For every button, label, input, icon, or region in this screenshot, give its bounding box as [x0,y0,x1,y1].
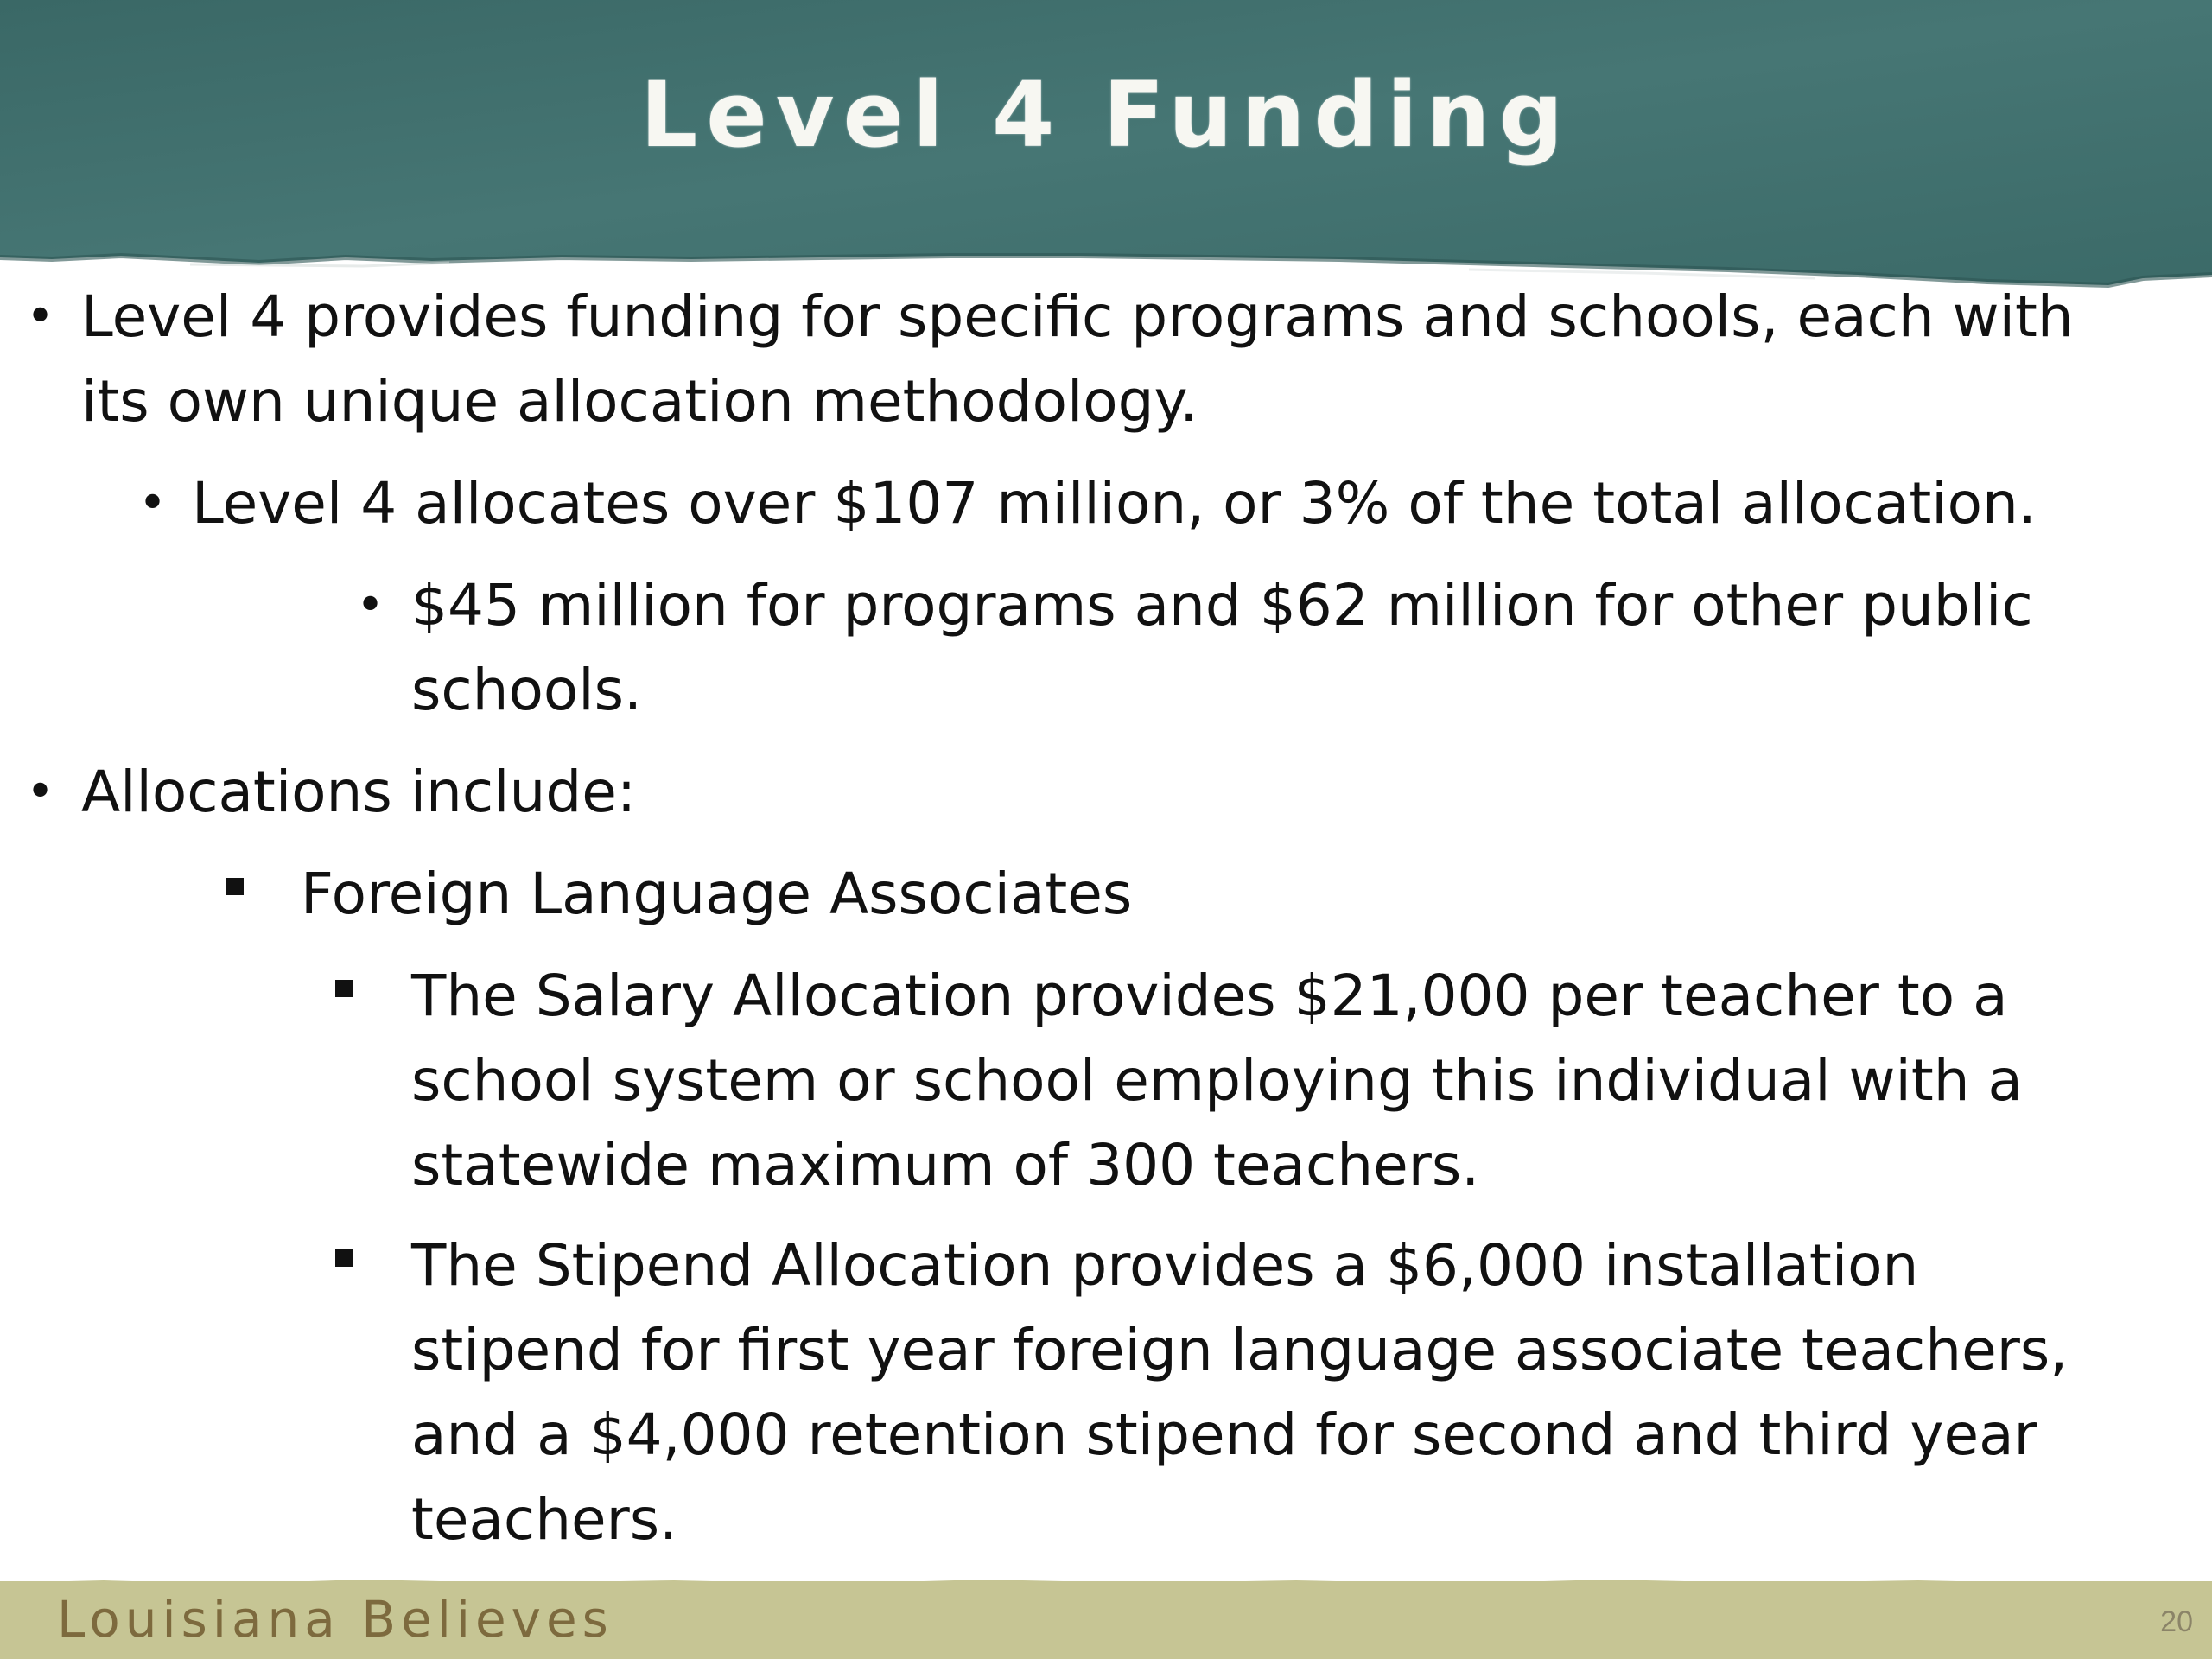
footer-band [0,1581,2212,1659]
bullet-stipend-line4: teachers. [411,1486,678,1553]
bullet-allocations-include: Allocations include: [81,759,637,825]
bullet-marker: • [138,475,168,531]
bullet-foreign-language: Foreign Language Associates [301,861,1133,927]
bullet-salary-line2: school system or school employing this individual with a [411,1047,2023,1114]
bullet-marker: • [356,577,385,633]
bullet-stipend-line3: and a $4,000 retention stipend for second and third year [411,1402,2037,1468]
square-bullet-icon [335,980,353,997]
page-number: 20 [2160,1605,2193,1638]
bullet-programs-split-cont: schools. [411,657,642,723]
bullet-salary-line1: The Salary Allocation provides $21,000 per teacher to a [411,963,2008,1029]
slide-title: Level 4 Funding [639,62,1573,168]
bullet-salary-line3: statewide maximum of 300 teachers. [411,1132,1480,1198]
footer-torn-edge [0,1574,2212,1588]
bullet-stipend-line2: stipend for first year foreign language associate teachers, [411,1317,2069,1383]
square-bullet-icon [226,878,244,895]
bullet-level4-intro-cont: its own unique allocation methodology. [81,368,1198,435]
footer-brand-logo: Louisiana Believes [57,1590,613,1649]
square-bullet-icon [335,1249,353,1267]
bullet-programs-split: $45 million for programs and $62 million for other public [411,572,2033,639]
bullet-marker: • [26,289,55,345]
bullet-level4-intro: Level 4 provides funding for specific programs and schools, each with [81,283,2074,350]
chalkboard-header [0,0,2212,294]
bullet-level4-allocates: Level 4 allocates over $107 million, or 3% of the total allocation. [192,470,2037,537]
bullet-stipend-line1: The Stipend Allocation provides a $6,000 installation [411,1232,1919,1299]
bullet-marker: • [26,764,55,820]
